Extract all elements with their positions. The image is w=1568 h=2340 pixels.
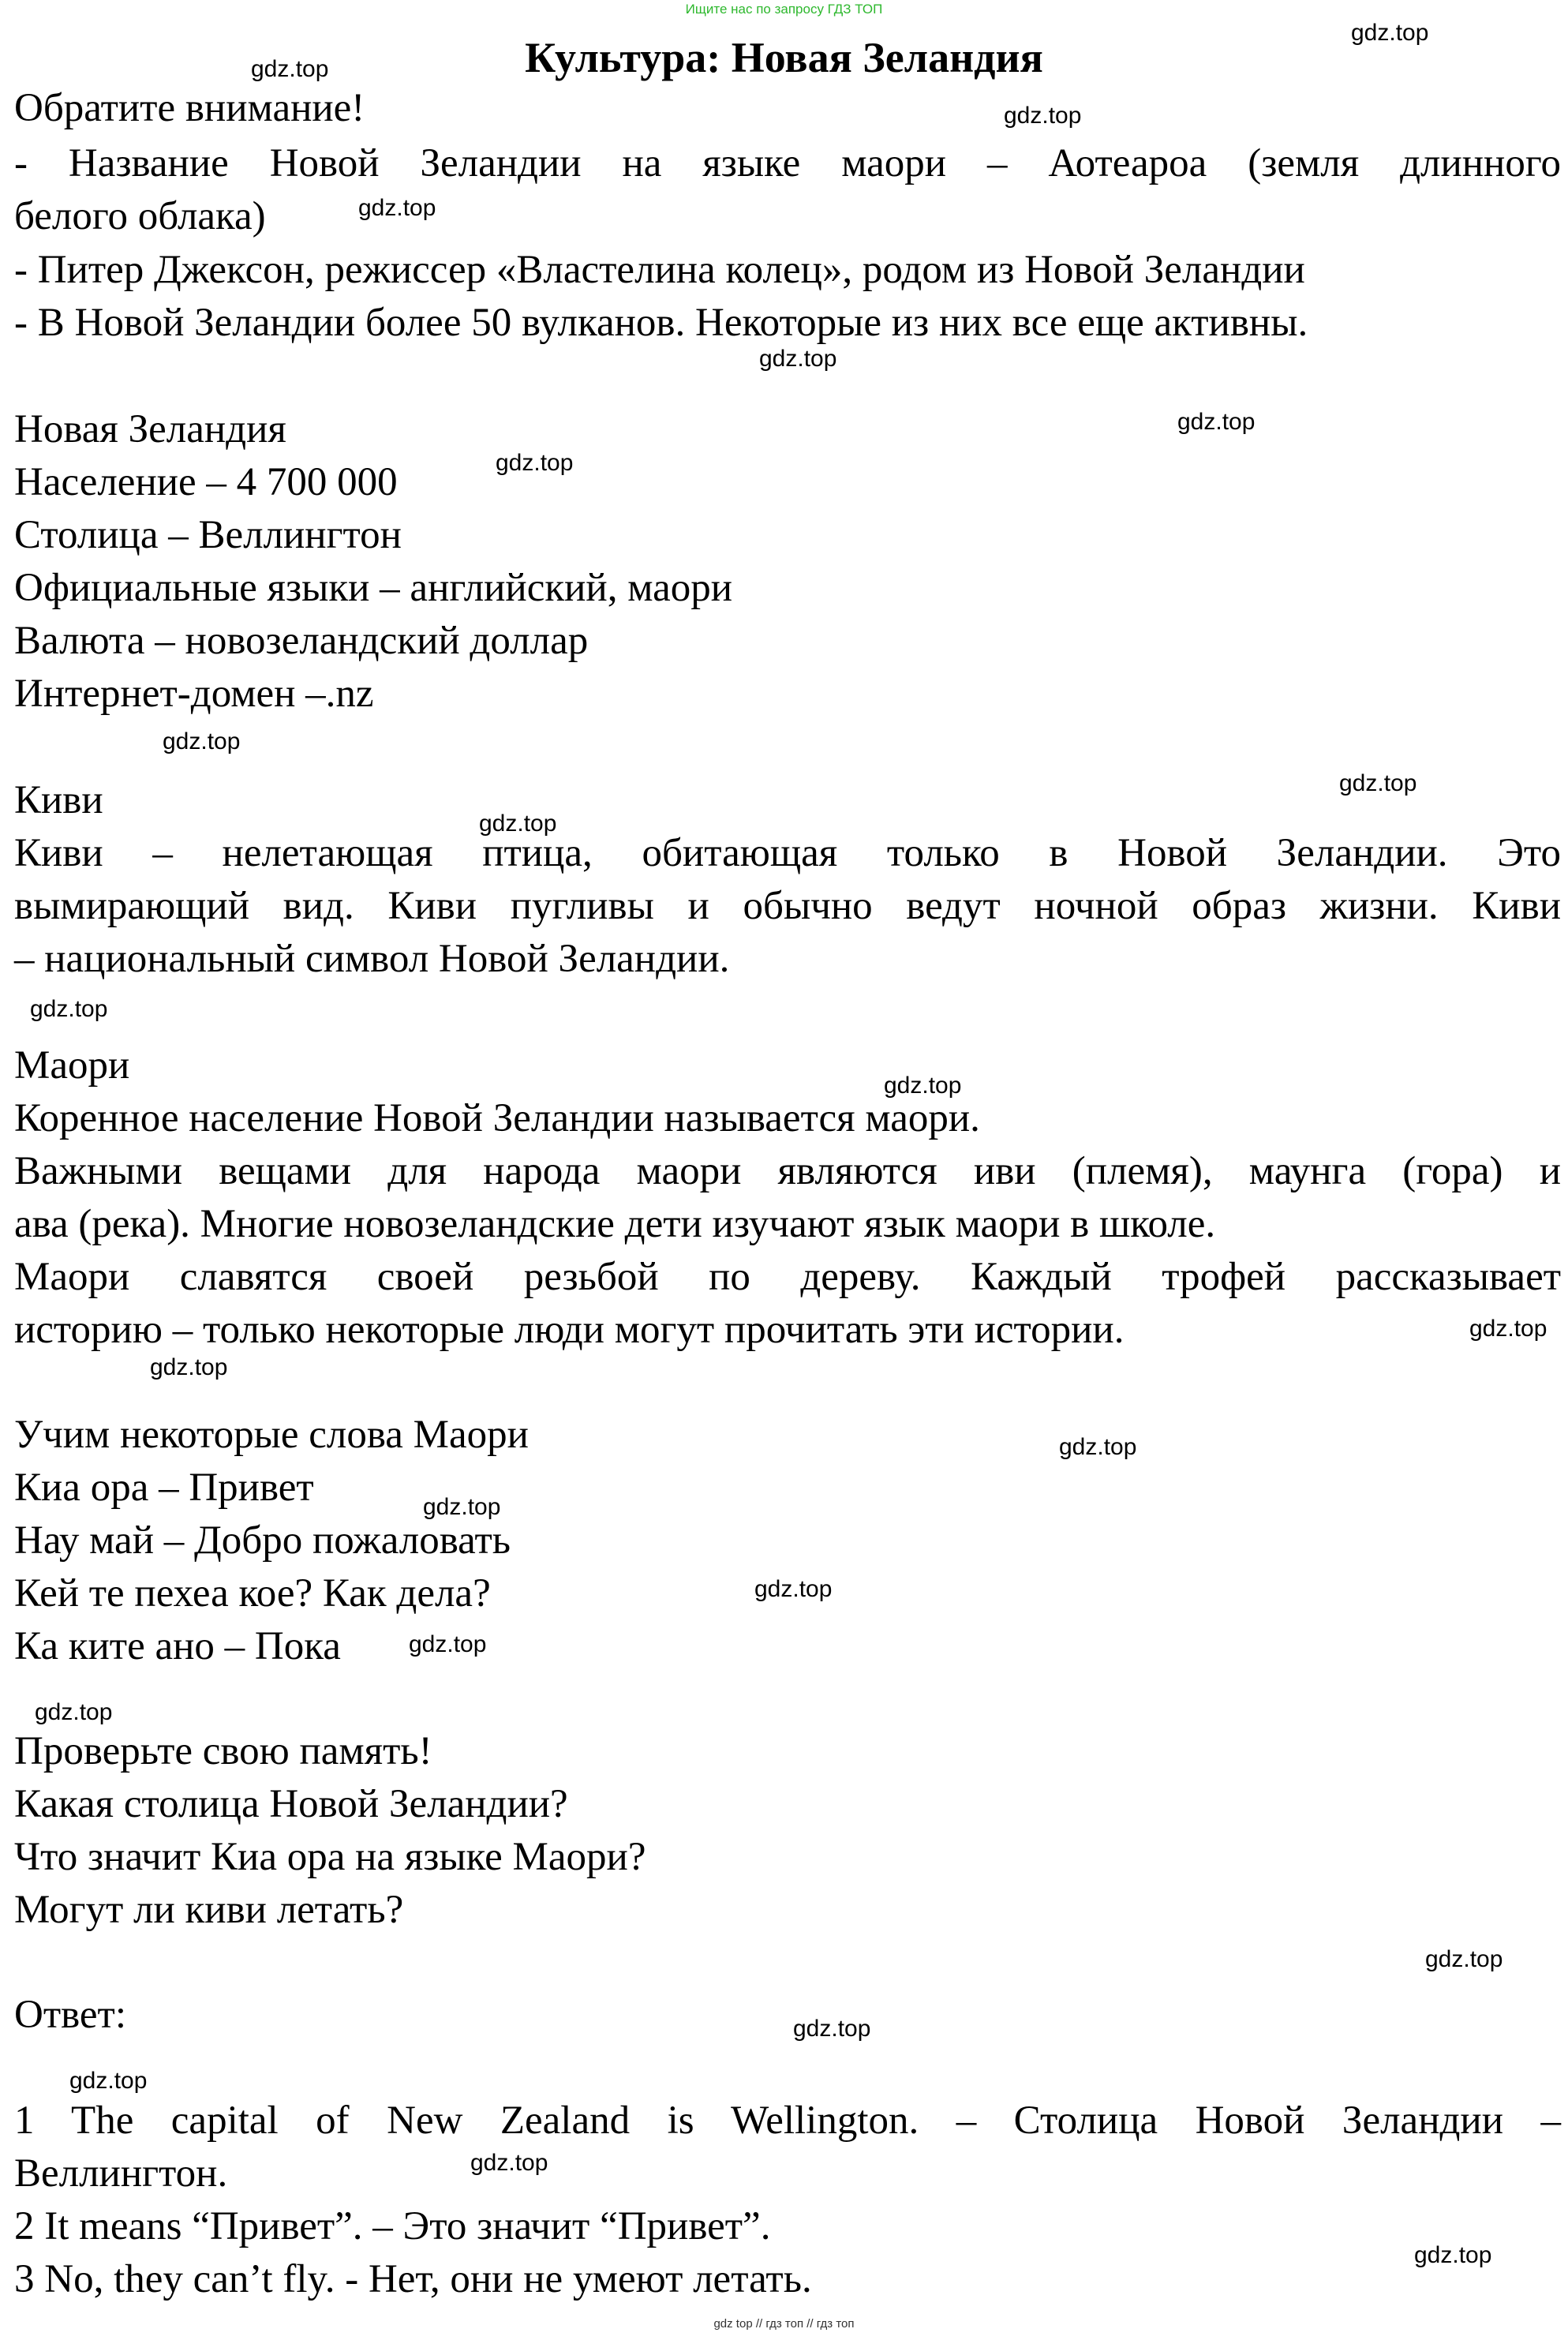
watermark: gdz.top	[470, 2150, 548, 2176]
watermark: gdz.top	[69, 2068, 148, 2094]
watermark: gdz.top	[1059, 1434, 1137, 1460]
watermark: gdz.top	[1339, 770, 1417, 796]
watermark: gdz.top	[759, 346, 837, 372]
kiwi-line-3: – национальный символ Новой Зеландии.	[14, 937, 730, 981]
watermark: gdz.top	[409, 1631, 487, 1657]
facts-domain: Интернет-домен –.nz	[14, 672, 374, 716]
maori-line-2: Важными вещами для народа маори являются иви (племя), маунга (гора) и	[14, 1149, 1561, 1193]
quiz-heading: Проверьте свою память!	[14, 1729, 432, 1773]
watermark: gdz.top	[884, 1073, 962, 1099]
maori-line-3: ава (река). Многие новозеландские дети изучают язык маори в школе.	[14, 1202, 1216, 1246]
kiwi-line-1: Киви – нелетающая птица, обитающая только в Новой Зеландии. Это	[14, 831, 1561, 875]
footer: gdz top // гдз топ // гдз топ	[713, 2317, 855, 2331]
watermark: gdz.top	[1425, 1946, 1503, 1972]
watermark: gdz.top	[1351, 20, 1429, 46]
facts-capital: Столица – Веллингтон	[14, 513, 402, 557]
facts-heading: Новая Зеландия	[14, 407, 286, 451]
answer-1b: Веллингтон.	[14, 2151, 228, 2196]
watermark: gdz.top	[163, 728, 241, 754]
watermark: gdz.top	[1414, 2242, 1492, 2268]
answer-2: 2 It means “Привет”. – Это значит “Привет”.	[14, 2204, 771, 2248]
quiz-question-1: Какая столица Новой Зеландии?	[14, 1782, 568, 1826]
watermark: gdz.top	[496, 450, 574, 476]
quiz-question-2: Что значит Киа ора на языке Маори?	[14, 1835, 646, 1879]
kiwi-line-2: вымирающий вид. Киви пугливы и обычно ведут ночной образ жизни. Киви	[14, 884, 1561, 928]
maori-heading: Маори	[14, 1043, 130, 1088]
watermark: gdz.top	[793, 2016, 871, 2042]
page-title: Культура: Новая Зеландия	[525, 34, 1043, 81]
watermark: gdz.top	[423, 1494, 501, 1520]
answer-3: 3 No, they can’t fly. - Нет, они не умеют летать.	[14, 2257, 812, 2301]
notice-line-2: - Питер Джексон, режиссер «Властелина колец», родом из Новой Зеландии	[14, 248, 1305, 292]
words-item-4: Ка ките ано – Пока	[14, 1624, 341, 1668]
watermark: gdz.top	[251, 56, 329, 82]
watermark: gdz.top	[479, 811, 557, 837]
watermark: gdz.top	[754, 1576, 833, 1602]
words-heading: Учим некоторые слова Маори	[14, 1413, 529, 1457]
words-item-3: Кей те пехеа кое? Как дела?	[14, 1571, 491, 1616]
kiwi-heading: Киви	[14, 778, 103, 822]
facts-population: Население – 4 700 000	[14, 460, 398, 504]
watermark: gdz.top	[1469, 1316, 1547, 1342]
watermark: gdz.top	[358, 195, 436, 221]
watermark: gdz.top	[30, 996, 108, 1022]
answer-heading: Ответ:	[14, 1993, 126, 2037]
notice-line-1b: белого облака)	[14, 194, 266, 238]
maori-line-4: Маори славятся своей резьбой по дереву. Каждый трофей рассказывает	[14, 1255, 1561, 1299]
facts-languages: Официальные языки – английский, маори	[14, 566, 733, 610]
facts-currency: Валюта – новозеландский доллар	[14, 619, 589, 663]
quiz-question-3: Могут ли киви летать?	[14, 1888, 404, 1932]
top-banner: Ищите нас по запросу ГДЗ ТОП	[685, 2, 883, 17]
maori-line-1: Коренное население Новой Зеландии называется маори.	[14, 1096, 980, 1140]
notice-line-1a: - Название Новой Зеландии на языке маори – Аотеароа (земля длинного	[14, 141, 1561, 185]
answer-1a: 1 The capital of New Zealand is Wellington. – Столица Новой Зеландии –	[14, 2099, 1561, 2143]
words-item-1: Киа ора – Привет	[14, 1466, 314, 1510]
maori-line-5: историю – только некоторые люди могут прочитать эти истории.	[14, 1308, 1125, 1352]
notice-heading: Обратите внимание!	[14, 86, 365, 130]
words-item-2: Нау май – Добро пожаловать	[14, 1518, 511, 1563]
watermark: gdz.top	[150, 1354, 228, 1380]
notice-line-3: - В Новой Зеландии более 50 вулканов. Некоторые из них все еще активны.	[14, 301, 1308, 345]
watermark: gdz.top	[35, 1699, 113, 1725]
watermark: gdz.top	[1004, 103, 1082, 129]
watermark: gdz.top	[1177, 409, 1256, 435]
